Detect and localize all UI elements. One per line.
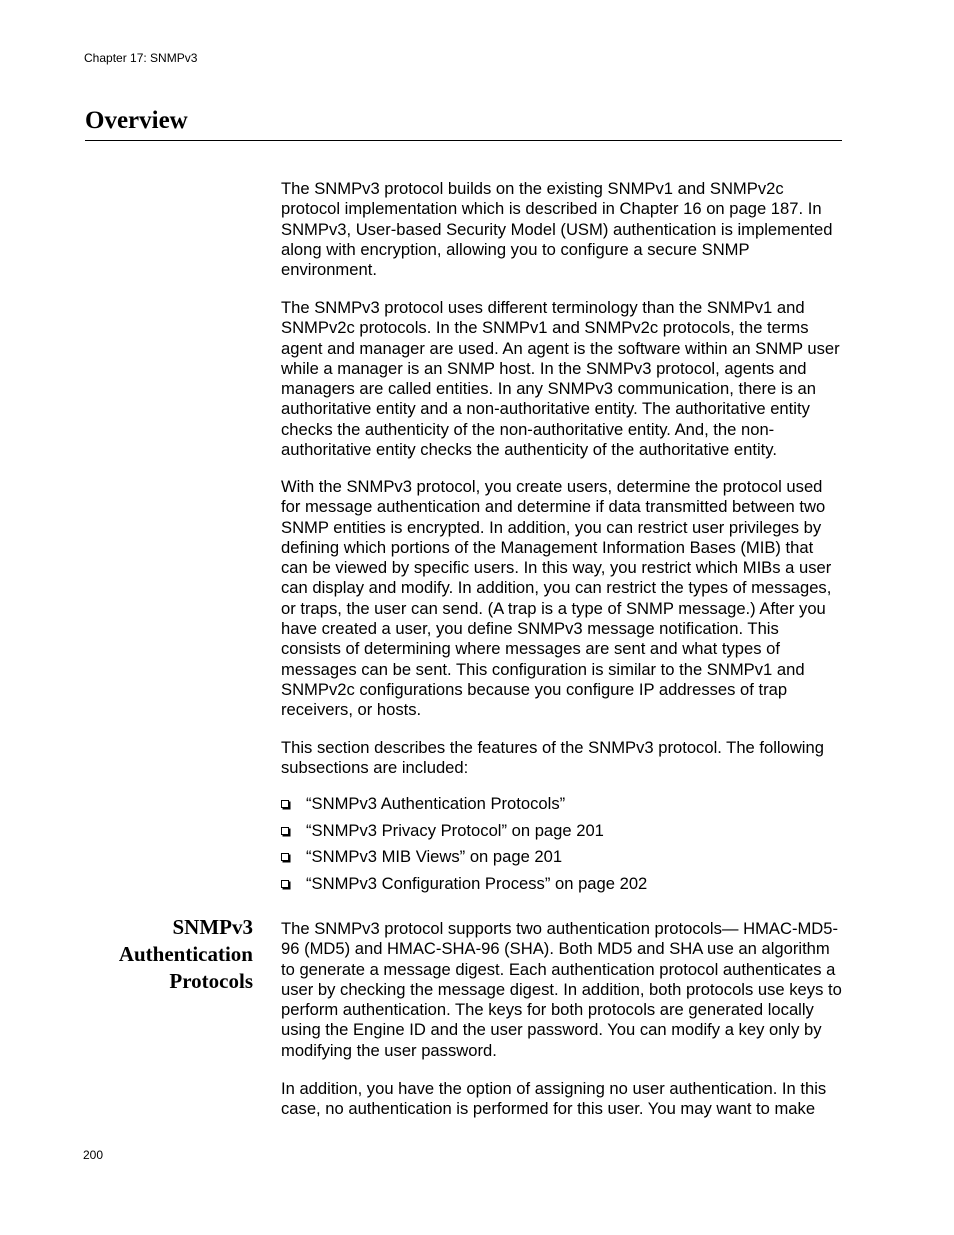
section-title: Overview (85, 107, 188, 134)
paragraph-text: In addition, you have the option of assigning no user authentication. In this case, no authentication is performed for this user. You may want to make (281, 1079, 827, 1119)
running-header: Chapter 17: SNMPv3 (84, 51, 198, 65)
paragraph-text: With the SNMPv3 protocol, you create users, determine the protocol used for message authentication and determine if data transmitted between two SNMP entities is encrypted. In addition, you can restrict user privileges by defining which portions of the Management Information Bases (MIB) that can be viewed by specific users. In this way, you restrict which MIBs a user can display and modify. In addition, you can restrict the types of messages, or traps, the user can send. (A trap is a type of SNMP message.) After you have created a user, you define SNMPv3 message notification. This consists of determining where messages are sent and what types of messages can be sent. This configuration is similar to the SNMPv1 and SNMPv2c configurations because you configure IP addresses of trap receivers, or hosts. (281, 477, 832, 720)
list-item-label: “SNMPv3 Authentication Protocols” (306, 794, 566, 813)
paragraph-text: The SNMPv3 protocol uses different terminology than the SNMPv1 and SNMPv2c protocols. In the SNMPv1 and SNMPv2c protocols, the terms agent and manager are used. An agent is the software within an SNMP user while a manager is an SNMP host. In the SNMPv3 protocol, agents and managers are called entities. In any SNMPv3 communication, there is an authoritative entity and a non-authoritative entity. The authoritative entity checks the authenticity of the non-authoritative entity. And, the non-authoritative entity checks the authenticity of the authoritative entity. (281, 298, 840, 460)
page-number: 200 (83, 1148, 104, 1162)
list-item[interactable] (281, 874, 647, 901)
overview-paragraph-4 (281, 738, 843, 779)
list-item[interactable] (281, 794, 647, 821)
list-item-label: “SNMPv3 Privacy Protocol” on page 201 (306, 820, 604, 840)
paragraph-text: The SNMPv3 protocol supports two authentication protocols— HMAC-MD5-96 (MD5) and HMAC-SHA-96 (SHA). Both MD5 and SHA use an algorithm to generate a message digest. Each authentication protocol authenticates a user by checking the message digest. In addition, both protocols use keys to perform authentication. The keys for both protocols are generated locally using the Engine ID and the user password. You can modify a key only by modifying the user password. (281, 919, 842, 1060)
checkbox-bullet-icon (281, 800, 289, 808)
heading-line-2: Authentication (118, 942, 253, 966)
heading-line-3: Protocols (169, 969, 253, 993)
overview-paragraph-2 (281, 298, 843, 460)
overview-paragraph-1 (281, 179, 843, 280)
auth-paragraph-1 (281, 919, 843, 1061)
paragraph-text: This section describes the features of the SNMPv3 protocol. The following subsections are included: (281, 738, 824, 778)
list-item-label: “SNMPv3 Configuration Process” on page 202 (306, 874, 648, 894)
list-item[interactable] (281, 847, 647, 874)
title-rule (85, 140, 842, 141)
subsection-list (281, 794, 647, 901)
paragraph-text: The SNMPv3 protocol builds on the existing SNMPv1 and SNMPv2c protocol implementation which is described in Chapter 16 on page 187. In SNMPv3, User-based Security Model (USM) authentication is implemented along with encryption, allowing you to configure a secure SNMP environment. (281, 179, 833, 280)
heading-line-1: SNMPv3 (172, 915, 253, 939)
checkbox-bullet-icon (281, 853, 289, 861)
list-item-label: “SNMPv3 MIB Views” on page 201 (306, 847, 563, 867)
checkbox-bullet-icon (281, 880, 289, 888)
checkbox-bullet-icon (281, 827, 289, 835)
auth-paragraph-2 (281, 1079, 843, 1120)
subsection-heading (119, 914, 253, 995)
overview-paragraph-3 (281, 477, 843, 721)
list-item[interactable] (281, 821, 647, 848)
